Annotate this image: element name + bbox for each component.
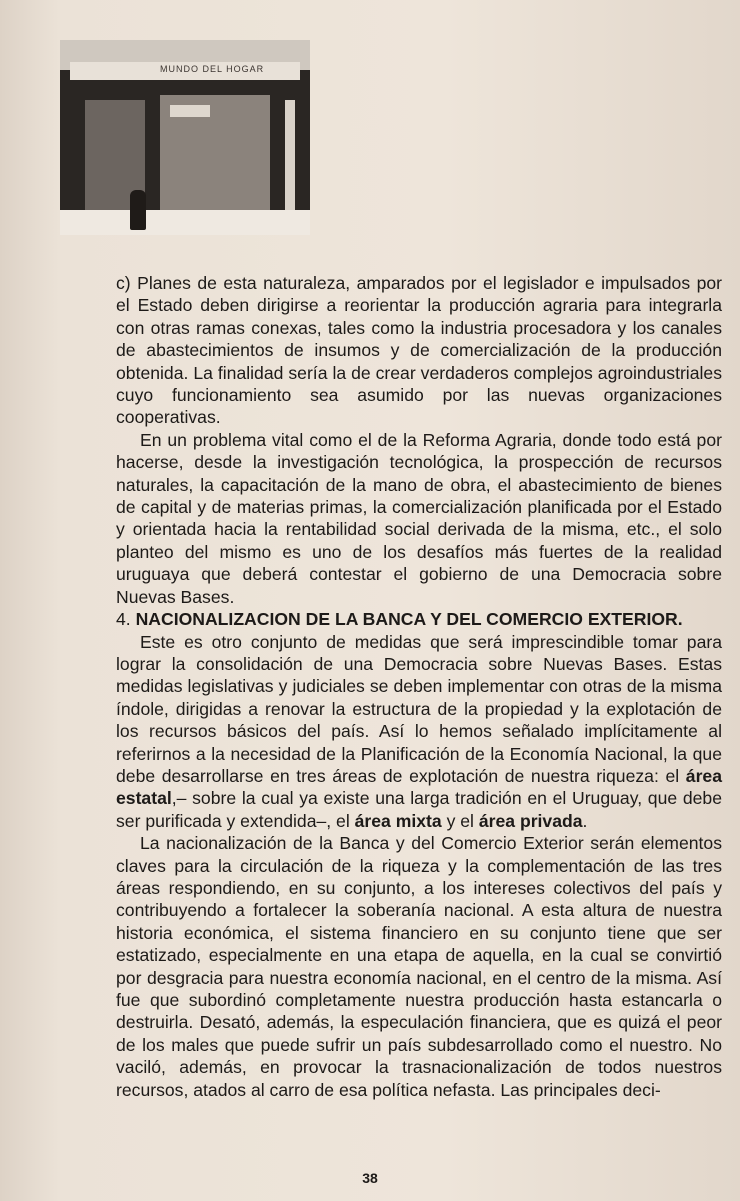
paragraph-nacionalizacion: La nacionalización de la Banca y del Comercio Exterior serán elementos claves para la circulación de la riqueza y la complementación de las tres áreas respondiendo, en su conjunto, a los intereses colectivos del país y contribuyendo a fortalecer la soberanía nacional. A esta altura de nuestra historia económica, el sistema financiero en su conjunto tiene que ser estatizado, especialmente en una etapa de aquella, en la cual se convirtió por desgracia para nuestra economía nacional, en el centro de la misma. Así fue que subordinó completamente nuestra producción hasta estancarla o destruirla. Desató, además, la especulación financiera, que es quizá el peor de los males que puede sufrir un país subdesarrollado como el nuestro. No vaciló, además, en provocar la trasnacionalización de todos nuestros recursos, atados al carro de esa política nefasta. Las principales deci- [116, 833, 722, 1100]
paragraph-medidas-text-c: y el [441, 810, 479, 831]
photo-window-label [170, 105, 210, 117]
term-area-estatal: área estatal [116, 765, 722, 809]
photo-vertical-sign [285, 100, 295, 210]
storefront-photo [60, 40, 310, 235]
paragraph-reforma-agraria: En un problema vital como el de la Reforma Agraria, donde todo está por hacerse, desde la investigación tecnológica, la prospección de recursos naturales, la capacitación de la mano de obra, el abastecimiento de bienes de capital y de materias primas, la comercialización planificada por el Estado y orientada hacia la rentabilidad social derivada de la misma, etc., el solo planteo del mismo es uno de los desafíos más fuertes de la realidad uruguaya que deberá contestar el gobierno de una Democracia sobre Nuevas Bases. [116, 429, 722, 607]
paragraph-medidas-text-d: . [582, 810, 588, 831]
section-title: NACIONALIZACION DE LA BANCA Y DEL COMERCIO EXTERIOR. [135, 609, 683, 630]
paragraph-medidas [116, 631, 722, 833]
paragraph-c: c) Planes de esta naturaleza, amparados por el legislador e impulsados por el Estado deben dirigirse a reorientar la producción agraria para integrarla con otras ramas conexas, tales como la industria procesadora y los canales de abastecimientos de insumos y de comercialización de la producción obtenida. La finalidad sería la de crear verdaderos complejos agroindustriales cuyo funcionamiento sea asumido por las nuevas organizaciones cooperativas. [116, 273, 722, 428]
photo-sidewalk [60, 210, 310, 235]
photo-pedestrian [130, 190, 146, 230]
page-number: 38 [362, 1170, 378, 1186]
paragraph-medidas-text-b: ,– sobre la cual ya existe una larga tradición en el Uruguay, que debe ser purificada y extendida–, el [116, 788, 722, 831]
photo-sign-text: MUNDO DEL HOGAR [160, 64, 265, 74]
term-area-mixta: área mixta [354, 810, 442, 831]
section-number: 4. [116, 609, 131, 630]
section-heading [116, 608, 722, 630]
body-text [116, 272, 722, 1101]
term-area-privada: área privada [478, 810, 583, 831]
paragraph-medidas-text-a: Este es otro conjunto de medidas que será imprescindible tomar para lograr la consolidación de una Democracia sobre Nuevas Bases. Estas medidas legislativas y judiciales se deben implementar con otras de la misma índole, dirigidas a renovar la estructura de la propiedad y la explotación de los recursos básicos del país. Así lo hemos señalado implícitamente al referirnos a la necesidad de la Planificación de la Economía Nacional, la que debe desarrollarse en tres áreas de explotación de nuestra riqueza: el [116, 631, 722, 786]
